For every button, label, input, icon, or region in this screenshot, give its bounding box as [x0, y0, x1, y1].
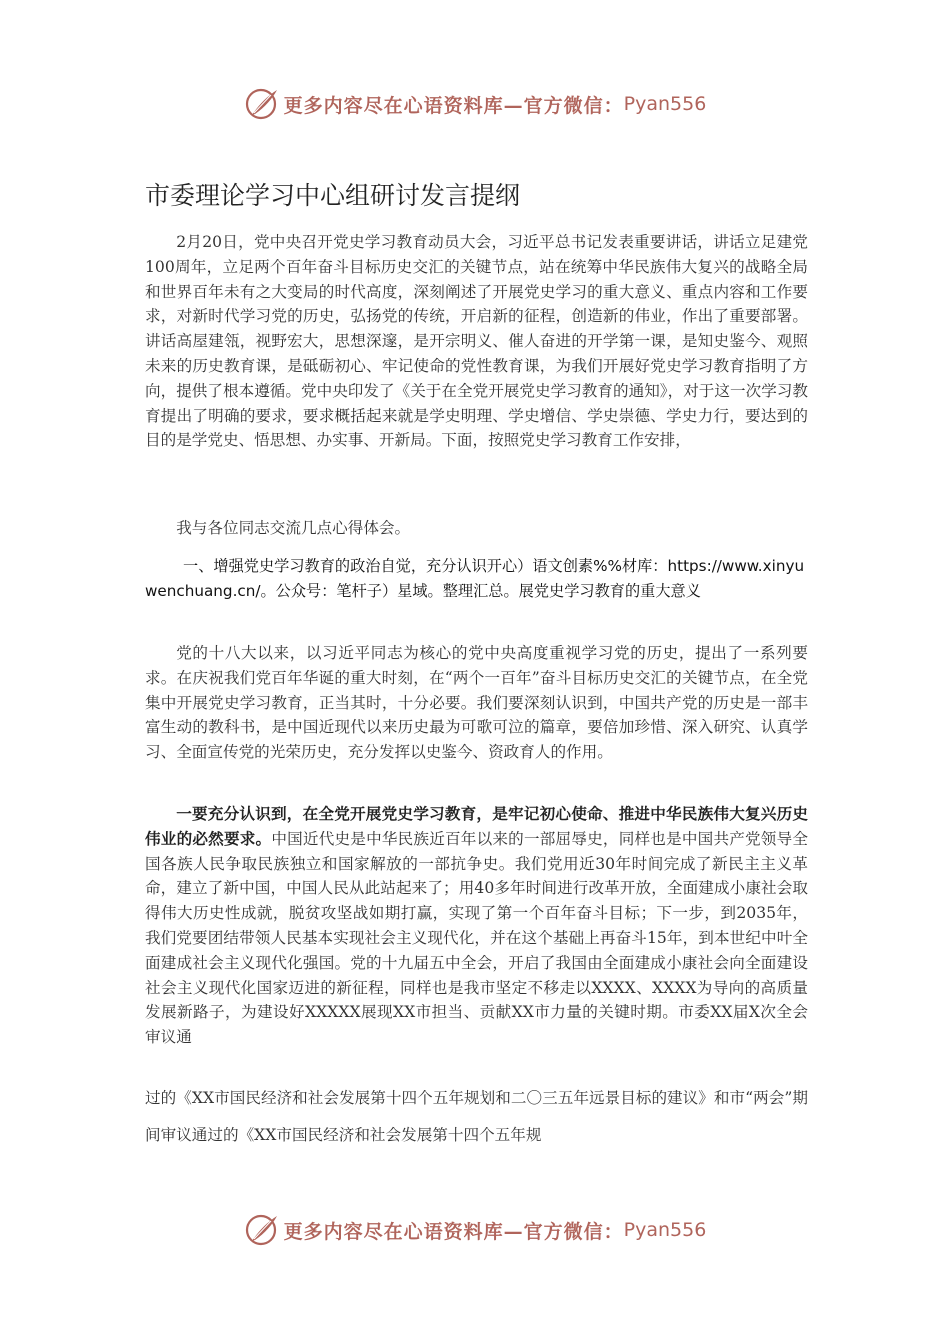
header-banner [0, 84, 950, 124]
banner-wechat-id: Pyan556 [623, 1219, 707, 1241]
paragraph-intro: 2月20日，党中央召开党史学习教育动员大会，习近平总书记发表重要讲话，讲话立足建党100周年，立足两个百年奋斗目标历史交汇的关键节点，站在统筹中华民族伟大复兴的战略全局和世界百年未有之大变局的时代高度，深刻阐述了开展党史学习的重大意义、重点内容和工作要求，对新时代学习党的历史，弘扬党的传统，开启新的征程，创造新的伟业，作出了重要部署。讲话高屋建瓴，视野宏大，思想深邃，是开宗明义、催人奋进的开学第一课，是知史鉴今、观照未来的历史教育课，是砥砺初心、牢记使命的党性教育课，为我们开展好党史学习教育指明了方向，提供了根本遵循。党中央印发了《关于在全党开展党史学习教育的通知》，对于这一次学习教育提出了明确的要求，要求概括起来就是学史明理、学史增信、学史崇德、学史力行，要达到的目的是学党史、悟思想、办实事、开新局。下面，按照党史学习教育工作安排， [145, 233, 808, 450]
banner-text: 更多内容尽在心语资料库—官方微信： [283, 94, 624, 117]
banner-wechat-id: Pyan556 [623, 93, 707, 115]
feather-pen-logo-icon [244, 86, 280, 122]
paragraph-point-one-body: 中国近代史是中华民族近百年以来的一部屈辱史，同样也是中国共产党领导全国各族人民争取民族独立和国家解放的一部抗争史。我们党用近30年时间完成了新民主主义革命，建立了新中国，中国人民从此站起来了；用40多年时间进行改革开放，全面建成小康社会取得伟大历史性成就，脱贫攻坚战如期打赢，实现了第一个百年奋斗目标；下一步，到2035年，我们党要团结带领人民基本实现社会主义现代化，并在这个基础上再奋斗15年，到本世纪中叶全面建成社会主义现代化强国。党的十九届五中全会，开启了我国由全面建成小康社会向全面建设社会主义现代化国家迈进的新征程，同样也是我市坚定不移走以XXXX、XXXX为导向的高质量发展新路子，为建设好XXXXX展现XX市担当、贡献XX市力量的关键时期。市委XX届X次全会审议通 [145, 829, 808, 1047]
paragraph-continued: 过的《XX市国民经济和社会发展第十四个五年规划和二〇三五年远景目标的建议》和市“两会”期间审议通过的《XX市国民经济和社会发展第十四个五年规 [145, 1089, 808, 1144]
footer-banner [0, 1210, 950, 1250]
paragraph-point-one [145, 802, 808, 1050]
paragraph-transition: 我与各位同志交流几点心得体会。 [176, 519, 411, 537]
banner-text: 更多内容尽在心语资料库—官方微信： [283, 1220, 624, 1243]
feather-pen-logo-icon [244, 1212, 280, 1248]
paragraph-party-history: 党的十八大以来，以习近平同志为核心的党中央高度重视学习党的历史，提出了一系列要求。在庆祝我们党百年华诞的重大时刻，在“两个一百年”奋斗目标历史交汇的关键节点，在全党集中开展党史学习教育，正当其时，十分必要。我们要深刻认识到，中国共产党的历史是一部丰富生动的教科书，是中国近现代以来历史最为可歌可泣的篇章，要倍加珍惜、深入研究、认真学习、全面宣传党的光荣历史，充分发挥以史鉴今、资政育人的作用。 [145, 644, 808, 762]
document-title: 市委理论学习中心组研讨发言提纲 [145, 181, 521, 210]
section-heading-1: 一、增强党史学习教育的政治自觉，充分认识开心）语文创素%%材库：https://www.xinyuwenchuang.cn/。公众号：笔杆子）星域。整理汇总。展党史学习教育的重大意义 [145, 557, 805, 600]
paragraph-point-one-lead: 一要充分认识到，在全党开展党史学习教育，是牢记初心使命、推进中华民族伟大复兴历史伟业的必然要求。 [145, 804, 808, 848]
